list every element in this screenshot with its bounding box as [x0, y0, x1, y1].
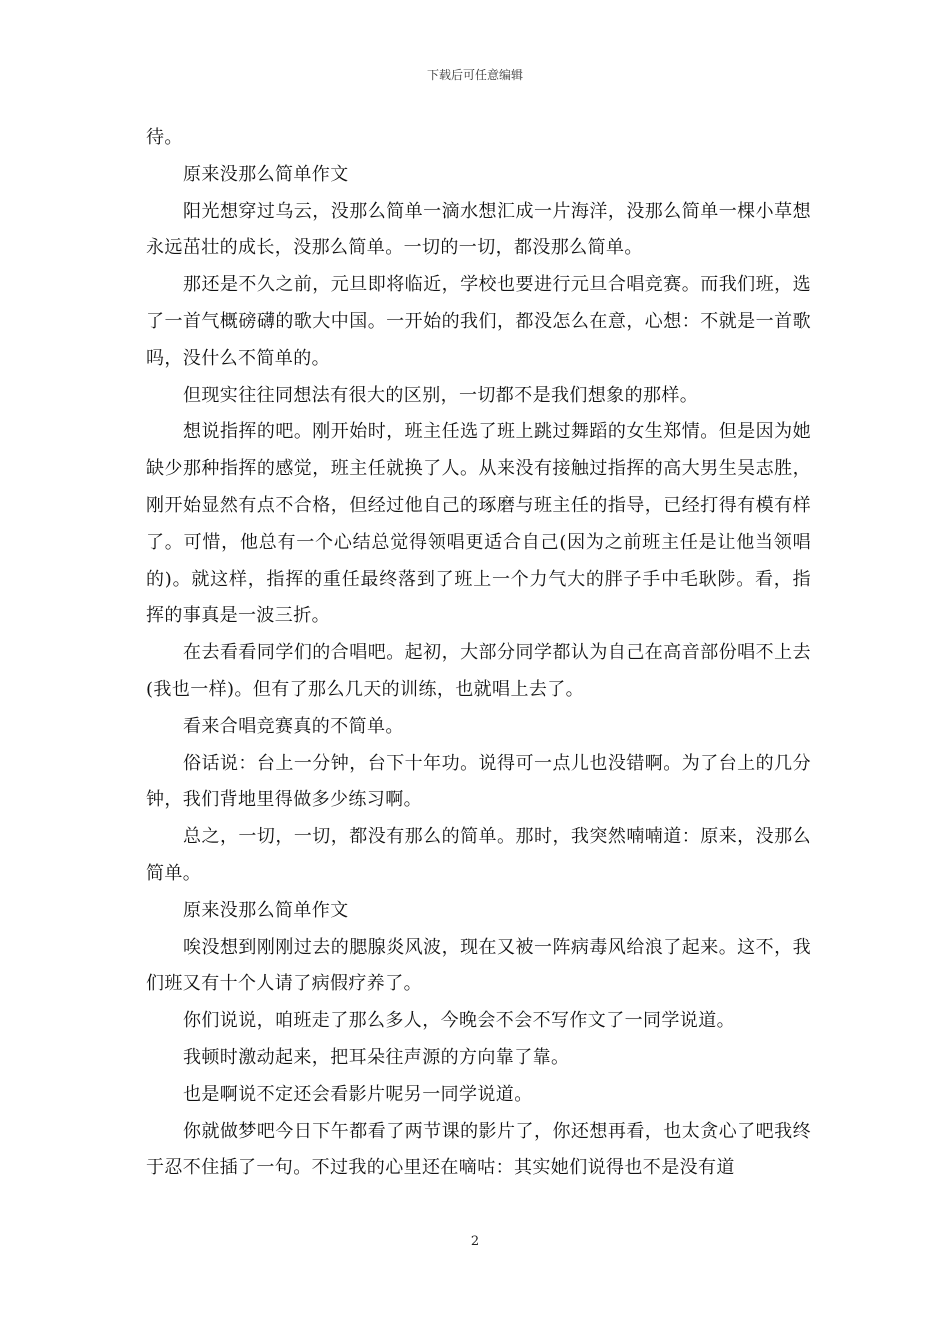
paragraph: 也是啊说不定还会看影片呢另一同学说道。	[183, 1083, 533, 1105]
paragraph: 你们说说，咱班走了那么多人，今晚会不会不写作文了一同学说道。	[183, 1010, 735, 1032]
paragraph: 你就做梦吧今日下午都看了两节课的影片了，你还想再看，也太贪心了吧我终于忍不住插了一句。不过我的心里还在嘀咕：其实她们说得也不是没有道	[146, 1120, 811, 1179]
paragraph: 我顿时激动起来，把耳朵往声源的方向靠了靠。	[183, 1046, 570, 1068]
paragraph: 看来合唱竞赛真的不简单。	[183, 715, 404, 737]
paragraph: 总之，一切，一切，都没有那么的简单。那时，我突然喃喃道：原来，没那么简单。	[146, 826, 811, 884]
paragraph: 那还是不久之前，元旦即将临近，学校也要进行元旦合唱竞赛。而我们班，选了一首气概磅礴的歌大中国。一开始的我们，都没怎么在意，心想：不就是一首歌吗，没什么不简单的。	[146, 274, 811, 369]
paragraph: 待。	[146, 127, 183, 148]
paragraph: 唉没想到刚刚过去的腮腺炎风波，现在又被一阵病毒风给浪了起来。这不，我们班又有十个人请了病假疗养了。	[146, 936, 811, 995]
section-title: 原来没那么简单作文	[183, 163, 349, 185]
section-title: 原来没那么简单作文	[183, 899, 349, 921]
paragraph: 在去看看同学们的合唱吧。起初，大部分同学都认为自己在高音部份唱不上去(我也一样)。但有了那么几天的训练，也就唱上去了。	[146, 642, 811, 700]
paragraph: 但现实往往同想法有很大的区别，一切都不是我们想象的那样。	[183, 384, 699, 406]
document-body	[146, 120, 811, 1187]
page-number: 2	[470, 1234, 480, 1249]
page-header: 下载后可任意编辑	[426, 68, 523, 82]
paragraph: 俗话说：台上一分钟，台下十年功。说得可一点儿也没错啊。为了台上的几分钟，我们背地里得做多少练习啊。	[146, 752, 811, 811]
paragraph: 阳光想穿过乌云，没那么简单一滴水想汇成一片海洋，没那么简单一棵小草想永远茁壮的成长，没那么简单。一切的一切，都没那么简单。	[146, 200, 811, 259]
paragraph: 想说指挥的吧。刚开始时，班主任选了班上跳过舞蹈的女生郑情。但是因为她缺少那种指挥的感觉，班主任就换了人。从来没有接触过指挥的高大男生吴志胜，刚开始显然有点不合格，但经过他自己的琢磨与班主任的指导，已经打得有模有样了。可惜，他总有一个心结总觉得领唱更适合自己(因为之前班主任是让他当领唱的)。就这样，指挥的重任最终落到了班上一个力气大的胖子手中毛耿陟。看，指挥的事真是一波三折。	[146, 421, 811, 627]
